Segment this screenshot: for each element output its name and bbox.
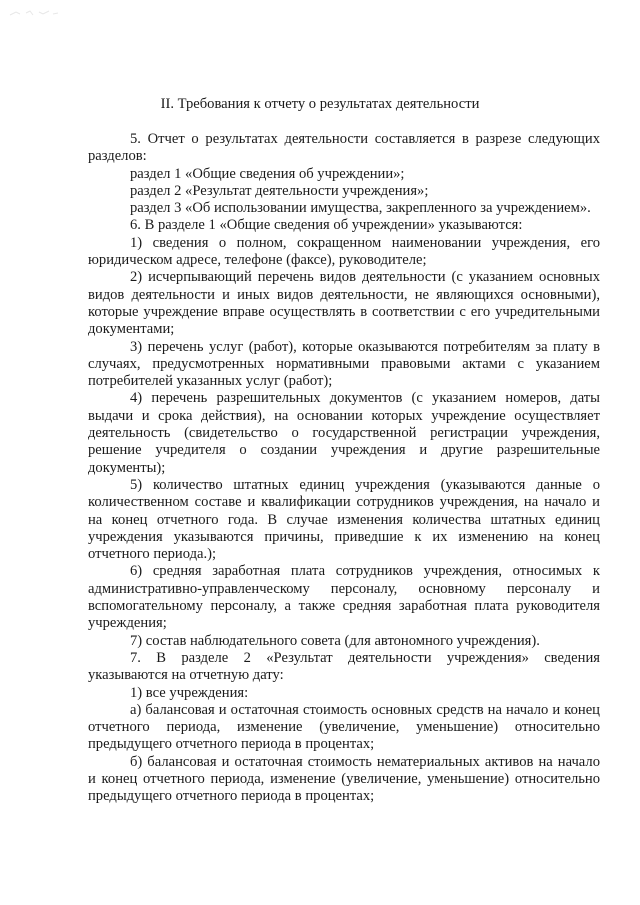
paragraph-6-item-6: 6) средняя заработная плата сотрудников учреждения, относимых к административно-управленческому персоналу, основному персоналу и вспомогательному персоналу, а также средняя заработная плата руководителя учреждения;: [88, 563, 600, 632]
scan-artifact: [8, 6, 60, 20]
section-item-3: раздел 3 «Об использовании имущества, закрепленного за учреждением».: [130, 200, 591, 217]
section-item-1: раздел 1 «Общие сведения об учреждении»;: [130, 165, 405, 182]
paragraph-6-item-3: 3) перечень услуг (работ), которые оказываются потребителям за плату в случаях, предусмотренных нормативными правовыми актами с указанием потребителей указанных услуг (работ);: [88, 338, 600, 390]
paragraph-7-item-1: 1) все учреждения:: [130, 684, 249, 701]
paragraph-6-item-7: 7) состав наблюдательного совета (для автономного учреждения).: [130, 632, 540, 649]
section-item-2: раздел 2 «Результат деятельности учреждения»;: [130, 182, 429, 199]
paragraph-6-item-5: 5) количество штатных единиц учреждения (указываются данные о количественном составе и квалификации сотрудников учреждения, на начало и на конец отчетного года. В случае изменения количества штатных единиц учреждения указываются причины, приведшие к их изменению на конец отчетного периода.);: [88, 476, 600, 563]
paragraph-5: 5. Отчет о результатах деятельности составляется в разрезе следующих разделов:: [88, 131, 600, 165]
document-body: [88, 131, 600, 806]
section-title: II. Требования к отчету о результатах деятельности: [160, 96, 480, 112]
paragraph-7-subitem-a: а) балансовая и остаточная стоимость основных средств на начало и конец отчетного периода, изменение (увеличение, уменьшение) относительно предыдущего отчетного периода в процентах;: [88, 701, 600, 753]
paragraph-6: 6. В разделе 1 «Общие сведения об учреждении» указываются:: [130, 217, 523, 234]
paragraph-6-item-4: 4) перечень разрешительных документов (с указанием номеров, даты выдачи и срока действия), на основании которых учреждение осуществляет деятельность (свидетельство о государственной регистрации учреждения, решение учредителя о создании учреждения и другие разрешительные документы);: [88, 390, 600, 476]
paragraph-6-item-1: 1) сведения о полном, сокращенном наименовании учреждения, его юридическом адресе, телефоне (факсе), руководителе;: [88, 234, 600, 269]
paragraph-7-subitem-b: б) балансовая и остаточная стоимость нематериальных активов на начало и конец отчетного периода, изменение (увеличение, уменьшение) относительно предыдущего отчетного периода в процентах;: [88, 753, 600, 805]
paragraph-7: 7. В разделе 2 «Результат деятельности учреждения» сведения указываются на отчетную дату:: [88, 649, 600, 684]
paragraph-6-item-2: 2) исчерпывающий перечень видов деятельности (с указанием основных видов деятельности и иных видов деятельности, не являющихся основными), которые учреждение вправе осуществлять в соответствии с его учредительными документами;: [88, 269, 600, 338]
